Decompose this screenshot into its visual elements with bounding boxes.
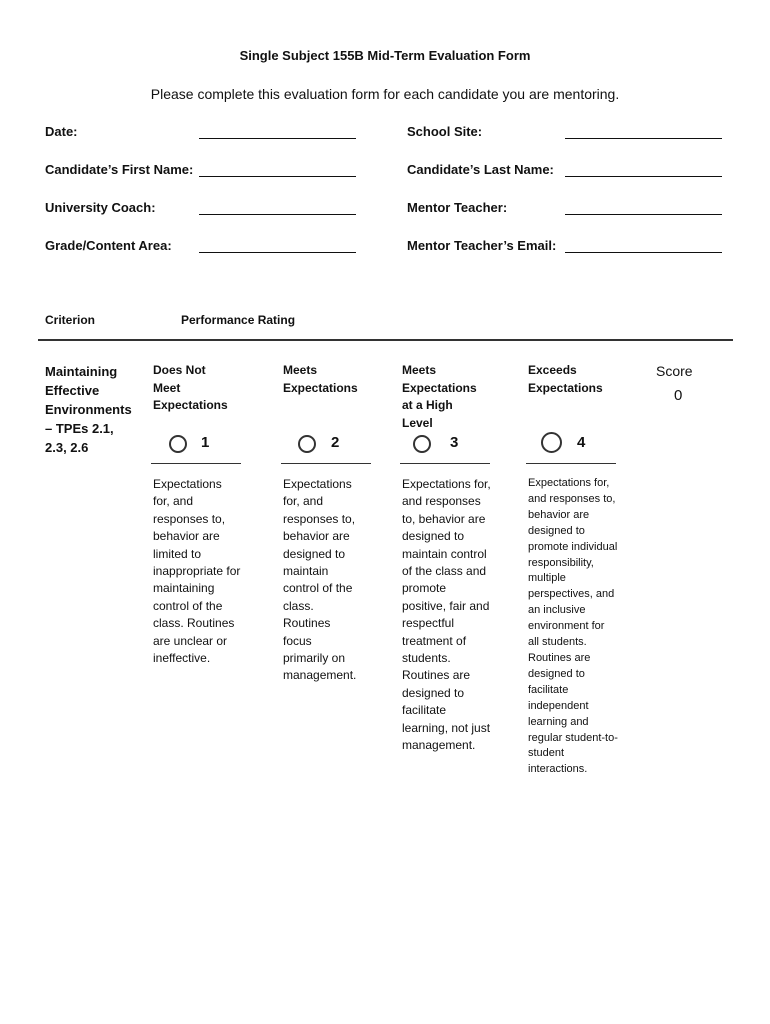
date-field[interactable] [199, 138, 356, 139]
level-1-underline [151, 463, 241, 464]
level-3-description: Expectations for, and responses to, behavior are designed to maintain control of the class and promote positive, fair and respectful treatment of students. Routines are designed to facilitate learning, not just management. [402, 477, 491, 753]
candidate-first-name-label: Candidate’s First Name: [45, 162, 194, 177]
level-2-radio[interactable] [298, 435, 316, 453]
criterion-label: Maintaining Effective Environments – TPEs 2.1, 2.3, 2.6 [45, 364, 132, 455]
score-label: Score [656, 363, 693, 379]
level-4-radio[interactable] [541, 432, 562, 453]
grade-content-area-field[interactable] [199, 252, 356, 253]
level-4-number: 4 [577, 434, 586, 451]
level-2-underline [281, 463, 371, 464]
candidate-last-name-label: Candidate’s Last Name: [407, 162, 554, 177]
level-4-description: Expectations for, and responses to, behavior are designed to promote individual responsibility, multiple perspectives, and an inclusive environment for all students. Routines are designed to facilitate independent learning and regular student-to-student interactions. [528, 477, 618, 776]
level-2-label: Meets Expectations [283, 363, 358, 395]
school-site-label: School Site: [407, 124, 483, 139]
candidate-last-name-field[interactable] [565, 176, 722, 177]
mentor-teacher-label: Mentor Teacher: [407, 200, 508, 215]
mentor-teacher-email-label: Mentor Teacher’s Email: [407, 238, 557, 253]
level-3-label: Meets Expectations at a High Level [402, 363, 477, 430]
level-2-description: Expectations for, and responses to, behavior are designed to maintain control of the class. Routines focus primarily on management. [283, 477, 357, 683]
level-2-number: 2 [331, 434, 340, 451]
criterion-header: Criterion [45, 313, 96, 327]
mentor-teacher-field[interactable] [565, 214, 722, 215]
form-instructions: Please complete this evaluation form for each candidate you are mentoring. [150, 86, 620, 102]
date-label: Date: [45, 124, 78, 139]
level-3-underline [400, 463, 490, 464]
level-4-label: Exceeds Expectations [528, 363, 603, 395]
score-value: 0 [674, 387, 683, 404]
grade-content-area-label: Grade/Content Area: [45, 238, 172, 253]
level-1-description: Expectations for, and responses to, behavior are limited to inappropriate for maintaining control of the class. Routines are unclear or ineffective. [153, 477, 241, 666]
university-coach-field[interactable] [199, 214, 356, 215]
level-1-number: 1 [201, 434, 210, 451]
level-4-underline [526, 463, 616, 464]
school-site-field[interactable] [565, 138, 722, 139]
level-1-label: Does Not Meet Expectations [153, 363, 228, 412]
mentor-teacher-email-field[interactable] [565, 252, 722, 253]
candidate-first-name-field[interactable] [199, 176, 356, 177]
level-3-number: 3 [450, 434, 459, 451]
header-divider [38, 339, 733, 341]
university-coach-label: University Coach: [45, 200, 156, 215]
level-1-radio[interactable] [169, 435, 187, 453]
form-title: Single Subject 155B Mid-Term Evaluation Form [239, 48, 531, 63]
performance-rating-header: Performance Rating [181, 313, 296, 327]
level-3-radio[interactable] [413, 435, 431, 453]
